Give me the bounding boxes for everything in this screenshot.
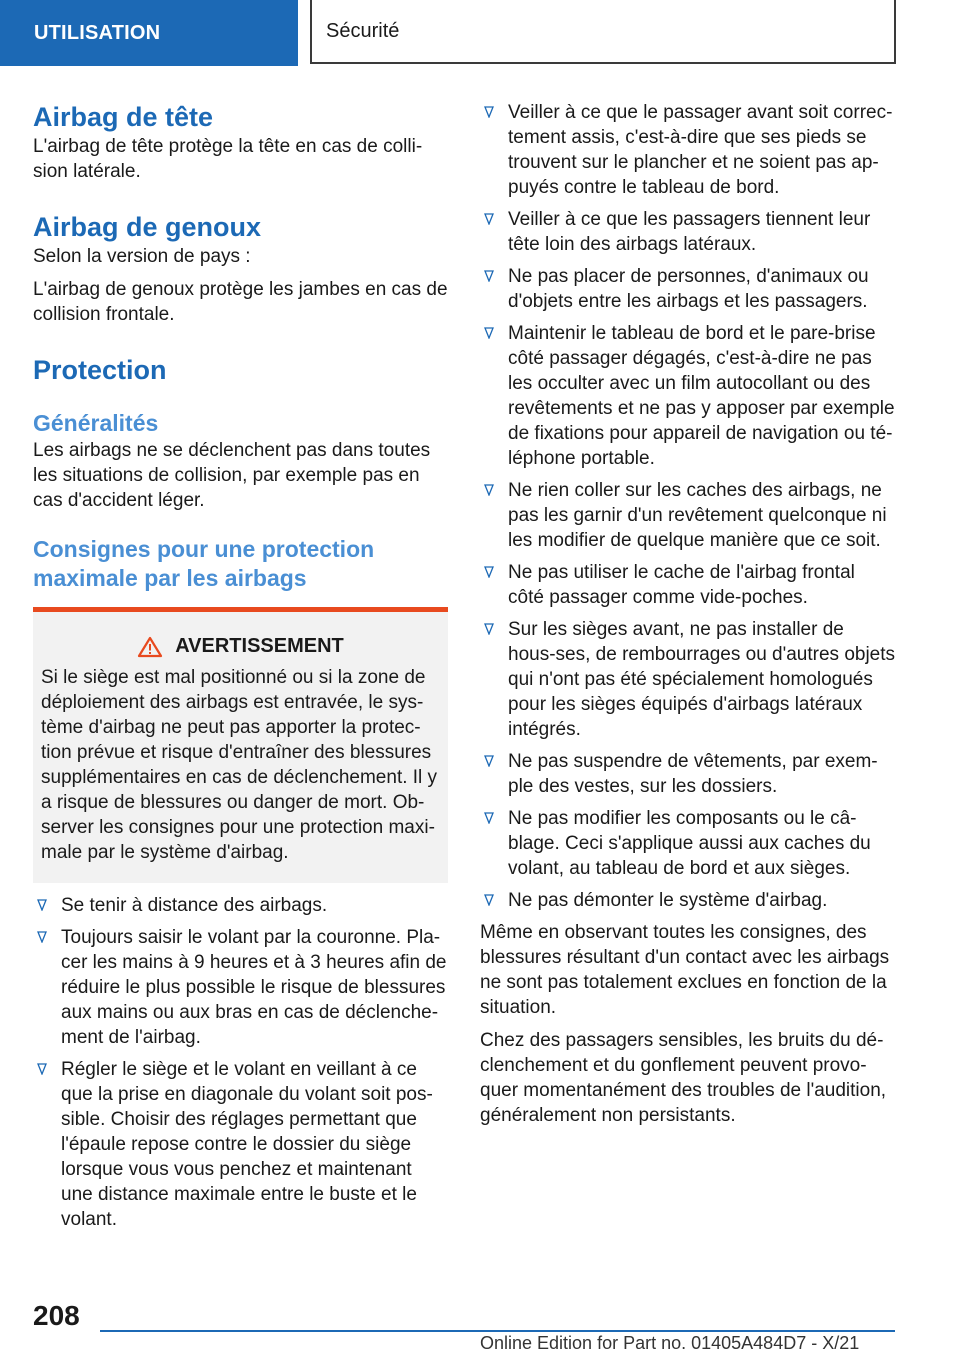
edition-note: Online Edition for Part no. 01405A484D7 - X/21: [480, 1333, 860, 1353]
paragraph-knee-country: Selon la version de pays :: [33, 246, 251, 267]
list-item: Se tenir à distance des airbags.: [33, 893, 448, 918]
paragraph-hearing: Chez des passagers sensibles, les bruits du dé-clenchement et du gonflement peuvent provo-quer momentanément des troubles de l'audition, généralement non persistants.: [480, 1030, 887, 1126]
list-item: Ne pas utiliser le cache de l'airbag frontal côté passager comme vide-poches.: [480, 560, 896, 610]
list-item: Sur les sièges avant, ne pas installer de hous-ses, de rembourrages ou d'autres objets qui n'ont pas été spécialement homologués pour les sièges équipés d'airbags latéraux intégrés.: [480, 617, 896, 742]
bullet-triangle-icon: [484, 270, 494, 282]
heading-general: Généralités: [33, 410, 159, 436]
section-tab: UTILISATION: [0, 0, 298, 66]
bullet-triangle-icon: [484, 484, 494, 496]
bullet-triangle-icon: [484, 213, 494, 225]
page-header: [0, 0, 960, 66]
paragraph-general: Les airbags ne se déclenchent pas dans toutes les situations de collision, par exemple pas en cas d'accident léger.: [33, 440, 431, 511]
list-item: Ne pas placer de personnes, d'animaux ou d'objets entre les airbags et les passagers.: [480, 264, 896, 314]
left-column: [33, 100, 448, 1239]
bullet-triangle-icon: [484, 623, 494, 635]
warning-title: AVERTISSEMENT: [175, 635, 344, 657]
bullet-triangle-icon: [37, 931, 47, 943]
bullet-triangle-icon: [37, 1063, 47, 1075]
heading-knee-airbag: Airbag de genoux: [33, 212, 262, 242]
list-item: Maintenir le tableau de bord et le pare-brise côté passager dégagés, c'est-à-dire ne pas les occulter avec un film autocollant ou des revêtements et ne pas y apposer par exemple de fixations pour appareil de navigation ou té-léphone portable.: [480, 321, 896, 471]
right-bullet-list: [480, 100, 896, 913]
bullet-triangle-icon: [484, 566, 494, 578]
heading-head-airbag: Airbag de tête: [33, 102, 214, 132]
list-item: Veiller à ce que les passagers tiennent leur tête loin des airbags latéraux.: [480, 207, 896, 257]
bullet-triangle-icon: [484, 327, 494, 339]
footer-rule: [100, 1330, 895, 1332]
list-item: Toujours saisir le volant par la couronne. Pla-cer les mains à 9 heures et à 3 heures afin de réduire le plus possible le risque de blessures aux mains ou aux bras en cas de déclenche-ment de l'airbag.: [33, 925, 448, 1050]
right-column: [480, 100, 896, 1128]
warning-title-row: [41, 634, 440, 659]
list-item: Ne pas suspendre de vêtements, par exem-ple des vestes, sur les dossiers.: [480, 749, 896, 799]
bullet-triangle-icon: [484, 894, 494, 906]
chapter-tab: Sécurité: [310, 0, 896, 64]
warning-text: Si le siège est mal positionné ou si la zone de déploiement des airbags est entravée, le sys-tème d'airbag ne peut pas apporter la protec-tion prévue et risque d'entraîner des blessures supplémentaires en cas de déclenchement. Il y a risque de blessures ou danger de mort. Ob-server les consignes pour une protection maxi-male par le système d'airbag.: [41, 667, 438, 863]
page-number: 208: [33, 1300, 80, 1331]
bullet-triangle-icon: [484, 755, 494, 767]
list-item: Veiller à ce que le passager avant soit correc-tement assis, c'est-à-dire que ses pieds se trouvent sur le plancher et ne soient pas ap-puyés contre le tableau de bord.: [480, 100, 896, 200]
list-item: Ne pas modifier les composants ou le câ-blage. Ceci s'applique aussi aux caches du volant, au tableau de bord et aux sièges.: [480, 806, 896, 881]
paragraph-head-airbag: L'airbag de tête protège la tête en cas de colli-sion latérale.: [33, 136, 423, 182]
bullet-triangle-icon: [484, 106, 494, 118]
warning-box: [33, 607, 448, 883]
heading-protection: Protection: [33, 355, 167, 385]
paragraph-residual-risk: Même en observant toutes les consignes, des blessures résultant d'un contact avec les airbags ne sont pas totalement exclues en fonction de la situation.: [480, 922, 890, 1018]
warning-triangle-icon: [137, 636, 163, 658]
list-item: Régler le siège et le volant en veillant à ce que la prise en diagonale du volant soit pos-sible. Choisir des réglages permettant que l'épaule repose contre le dossier du siège lorsque vous vous penchez et maintenant une distance maximale entre le buste et le volant.: [33, 1057, 448, 1232]
paragraph-knee-airbag: L'airbag de genoux protège les jambes en cas de collision frontale.: [33, 279, 448, 325]
heading-consignes: Consignes pour une protection maximale par les airbags: [33, 536, 375, 591]
bullet-triangle-icon: [484, 812, 494, 824]
left-bullet-list: [33, 893, 448, 1232]
list-item: Ne pas démonter le système d'airbag.: [480, 888, 896, 913]
bullet-triangle-icon: [37, 899, 47, 911]
list-item: Ne rien coller sur les caches des airbags, ne pas les garnir d'un revêtement quelconque ni les modifier de quelque manière que ce soit.: [480, 478, 896, 553]
